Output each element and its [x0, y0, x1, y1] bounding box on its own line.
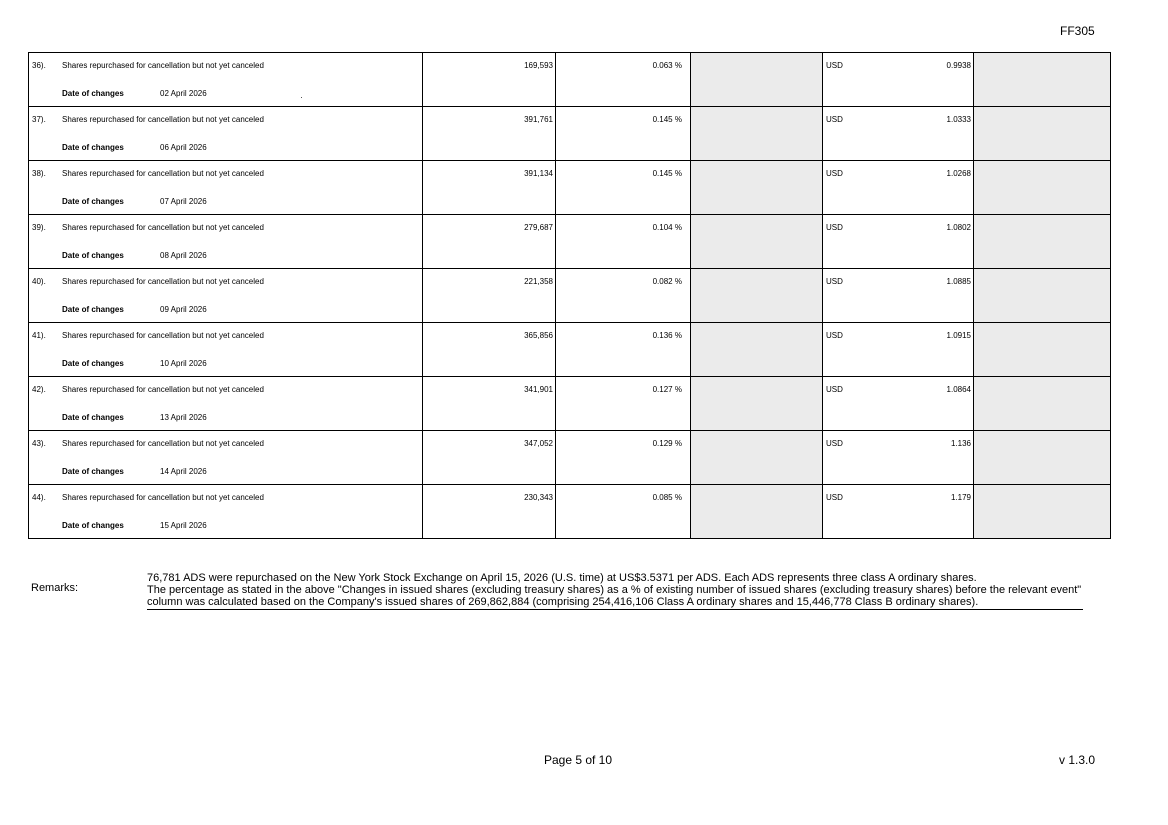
currency-label: USD [826, 331, 843, 340]
form-code: FF305 [1060, 24, 1095, 38]
shares-cell [423, 161, 556, 215]
price-cell [823, 323, 974, 377]
blank-shaded-cell [691, 53, 823, 107]
percent-cell [556, 269, 691, 323]
date-of-changes-value: 09 April 2026 [160, 305, 207, 314]
blank-shaded-cell [974, 107, 1111, 161]
currency-label: USD [826, 115, 843, 124]
price-cell [823, 53, 974, 107]
price-value: 1.0864 [946, 385, 971, 394]
percent-wrap [556, 439, 690, 448]
currency-label: USD [826, 493, 843, 502]
percent-value: 0.082 [652, 277, 673, 286]
table-row [29, 431, 1111, 485]
price-value: 1.0802 [946, 223, 971, 232]
percent-value: 0.063 [652, 61, 673, 70]
price-value: 1.179 [950, 493, 971, 502]
price-value: 1.0915 [946, 331, 971, 340]
percent-wrap [556, 385, 690, 394]
percent-value: 0.085 [652, 493, 673, 502]
table-row [29, 107, 1111, 161]
percent-sign: % [674, 223, 682, 232]
table-row [29, 161, 1111, 215]
remarks-paragraph-2: The percentage as stated in the above "Changes in issued shares (excluding treasury shares) as a % of existing number of issued shares (excluding treasury shares) before the relevant event" column was calculated based on the Company's issued shares of 269,862,884 (comprising 254,416,106 Class A ordinary shares and 15,446,778 Class B ordinary shares). [147, 584, 1082, 608]
shares-value: 391,761 [524, 115, 553, 124]
description-cell [29, 485, 423, 539]
percent-cell [556, 431, 691, 485]
percent-cell [556, 485, 691, 539]
shares-cell [423, 215, 556, 269]
percent-sign: % [674, 385, 682, 394]
shares-value: 365,856 [524, 331, 553, 340]
date-of-changes-label: Date of changes [62, 413, 124, 422]
row-description: Shares repurchased for cancellation but not yet canceled [62, 61, 264, 70]
row-number: 42). [32, 385, 46, 394]
date-of-changes-value: 14 April 2026 [160, 467, 207, 476]
table-row [29, 215, 1111, 269]
percent-sign: % [674, 331, 682, 340]
percent-value: 0.145 [652, 169, 673, 178]
percent-cell [556, 323, 691, 377]
percent-wrap [556, 331, 690, 340]
date-of-changes-label: Date of changes [62, 467, 124, 476]
description-cell [29, 215, 423, 269]
version-label: v 1.3.0 [1059, 753, 1096, 767]
date-of-changes-label: Date of changes [62, 359, 124, 368]
percent-cell [556, 161, 691, 215]
table-row [29, 485, 1111, 539]
percent-sign: % [674, 61, 682, 70]
currency-label: USD [826, 223, 843, 232]
price-value: 1.0333 [946, 115, 971, 124]
date-of-changes-value: 13 April 2026 [160, 413, 207, 422]
date-of-changes-value: 07 April 2026 [160, 197, 207, 206]
description-cell [29, 431, 423, 485]
date-of-changes-value: 10 April 2026 [160, 359, 207, 368]
percent-wrap [556, 169, 690, 178]
row-description: Shares repurchased for cancellation but not yet canceled [62, 277, 264, 286]
date-of-changes-value: 15 April 2026 [160, 521, 207, 530]
description-cell [29, 269, 423, 323]
date-of-changes-label: Date of changes [62, 197, 124, 206]
price-value: 0.9938 [946, 61, 971, 70]
blank-shaded-cell [974, 269, 1111, 323]
percent-cell [556, 377, 691, 431]
description-cell [29, 377, 423, 431]
row-description: Shares repurchased for cancellation but not yet canceled [62, 169, 264, 178]
blank-shaded-cell [974, 377, 1111, 431]
shares-cell [423, 269, 556, 323]
row-description: Shares repurchased for cancellation but not yet canceled [62, 439, 264, 448]
percent-wrap [556, 223, 690, 232]
row-number: 43). [32, 439, 46, 448]
row-number: 38). [32, 169, 46, 178]
percent-value: 0.127 [652, 385, 673, 394]
shares-value: 169,593 [524, 61, 553, 70]
percent-value: 0.129 [652, 439, 673, 448]
price-value: 1.0885 [946, 277, 971, 286]
percent-sign: % [674, 115, 682, 124]
blank-shaded-cell [691, 377, 823, 431]
row-description: Shares repurchased for cancellation but not yet canceled [62, 115, 264, 124]
stray-mark [301, 97, 302, 98]
price-cell [823, 161, 974, 215]
blank-shaded-cell [974, 215, 1111, 269]
shares-cell [423, 53, 556, 107]
date-of-changes-label: Date of changes [62, 143, 124, 152]
blank-shaded-cell [691, 323, 823, 377]
percent-wrap [556, 115, 690, 124]
price-value: 1.0268 [946, 169, 971, 178]
percent-value: 0.104 [652, 223, 673, 232]
row-description: Shares repurchased for cancellation but not yet canceled [62, 493, 264, 502]
date-of-changes-value: 02 April 2026 [160, 89, 207, 98]
date-of-changes-value: 06 April 2026 [160, 143, 207, 152]
blank-shaded-cell [974, 323, 1111, 377]
price-value: 1.136 [950, 439, 971, 448]
shares-value: 221,358 [524, 277, 553, 286]
date-of-changes-label: Date of changes [62, 521, 124, 530]
percent-wrap [556, 277, 690, 286]
shares-value: 279,687 [524, 223, 553, 232]
percent-sign: % [674, 277, 682, 286]
description-cell [29, 107, 423, 161]
blank-shaded-cell [974, 431, 1111, 485]
price-cell [823, 377, 974, 431]
percent-sign: % [674, 169, 682, 178]
table-row [29, 269, 1111, 323]
price-cell [823, 107, 974, 161]
currency-label: USD [826, 439, 843, 448]
price-cell [823, 485, 974, 539]
price-cell [823, 431, 974, 485]
row-description: Shares repurchased for cancellation but not yet canceled [62, 331, 264, 340]
percent-wrap [556, 493, 690, 502]
row-number: 39). [32, 223, 46, 232]
shares-value: 347,052 [524, 439, 553, 448]
percent-value: 0.136 [652, 331, 673, 340]
shares-cell [423, 323, 556, 377]
table-row [29, 53, 1111, 107]
percent-cell [556, 107, 691, 161]
currency-label: USD [826, 61, 843, 70]
shares-cell [423, 431, 556, 485]
blank-shaded-cell [691, 431, 823, 485]
row-number: 41). [32, 331, 46, 340]
shares-cell [423, 107, 556, 161]
percent-wrap [556, 61, 690, 70]
blank-shaded-cell [691, 269, 823, 323]
percent-sign: % [674, 493, 682, 502]
remarks-paragraph-1: 76,781 ADS were repurchased on the New York Stock Exchange on April 15, 2026 (U.S. time) at US$3.5371 per ADS. Each ADS represents three class A ordinary shares. [147, 572, 977, 584]
date-of-changes-label: Date of changes [62, 305, 124, 314]
shares-value: 341,901 [524, 385, 553, 394]
table-row [29, 377, 1111, 431]
price-cell [823, 269, 974, 323]
row-number: 40). [32, 277, 46, 286]
row-description: Shares repurchased for cancellation but not yet canceled [62, 223, 264, 232]
currency-label: USD [826, 169, 843, 178]
currency-label: USD [826, 277, 843, 286]
row-number: 44). [32, 493, 46, 502]
description-cell [29, 53, 423, 107]
blank-shaded-cell [974, 161, 1111, 215]
blank-shaded-cell [974, 485, 1111, 539]
blank-shaded-cell [691, 107, 823, 161]
share-changes-table [28, 52, 1111, 539]
description-cell [29, 161, 423, 215]
percent-value: 0.145 [652, 115, 673, 124]
blank-shaded-cell [691, 215, 823, 269]
row-description: Shares repurchased for cancellation but not yet canceled [62, 385, 264, 394]
shares-value: 230,343 [524, 493, 553, 502]
blank-shaded-cell [691, 485, 823, 539]
shares-cell [423, 485, 556, 539]
description-cell [29, 323, 423, 377]
remarks-text [147, 572, 1083, 610]
blank-shaded-cell [974, 53, 1111, 107]
page-number: Page 5 of 10 [543, 753, 613, 767]
shares-value: 391,134 [524, 169, 553, 178]
percent-sign: % [674, 439, 682, 448]
row-number: 37). [32, 115, 46, 124]
date-of-changes-label: Date of changes [62, 89, 124, 98]
currency-label: USD [826, 385, 843, 394]
percent-cell [556, 215, 691, 269]
price-cell [823, 215, 974, 269]
blank-shaded-cell [691, 161, 823, 215]
shares-cell [423, 377, 556, 431]
table-row [29, 323, 1111, 377]
percent-cell [556, 53, 691, 107]
remarks-label: Remarks: [31, 582, 79, 594]
date-of-changes-value: 08 April 2026 [160, 251, 207, 260]
row-number: 36). [32, 61, 46, 70]
date-of-changes-label: Date of changes [62, 251, 124, 260]
